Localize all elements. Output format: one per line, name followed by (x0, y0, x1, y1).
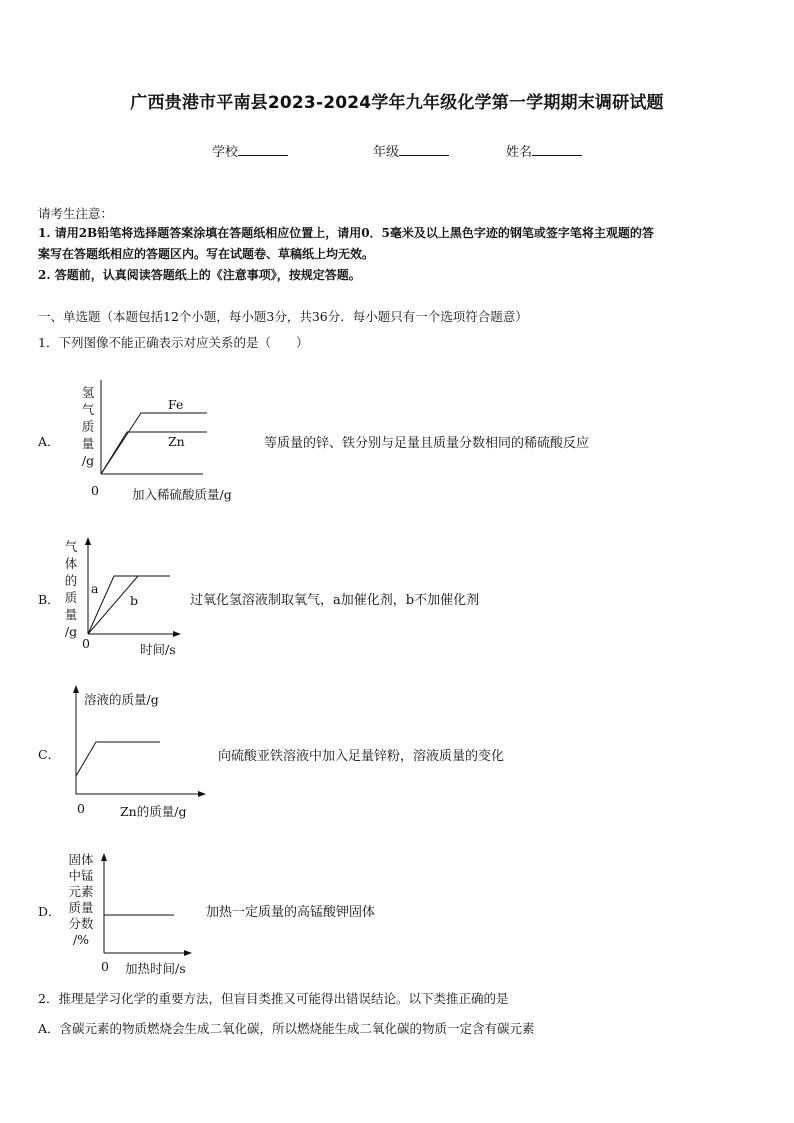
ylabel-char: 量 (64, 607, 78, 622)
x-axis-arrow (198, 791, 206, 797)
q2-option-a: A．含碳元素的物质燃烧会生成二氧化碳，所以燃烧能生成二氧化碳的物质一定含有碳元素 (38, 1021, 535, 1036)
grade-field (373, 141, 449, 160)
ylabel-char: 体 (64, 556, 78, 571)
school-blank (238, 143, 288, 156)
q1-option-d-ylabel (62, 852, 100, 948)
ylabel-char: 气 (64, 539, 78, 554)
ylabel-char: 的 (64, 573, 78, 588)
q2-stem: 2．推理是学习化学的重要方法，但盲目类推又可能得出错误结论。以下类推正确的是 (38, 991, 509, 1006)
page-title: 广西贵港市平南县2023-2024学年九年级化学第一学期期末调研试题 (130, 93, 664, 113)
q1-option-d-letter: D． (38, 904, 61, 919)
q1-option-a-origin: 0 (91, 483, 99, 498)
y-axis-arrow (85, 537, 91, 545)
zn-line (101, 432, 207, 474)
x-axis-arrow (173, 631, 181, 637)
ylabel-char: /g (64, 624, 78, 639)
a-line (88, 576, 170, 634)
fe-line (101, 413, 207, 474)
ylabel-char: /g (81, 453, 95, 468)
q1-option-c-ylabel: 溶液的质量/g (84, 692, 159, 707)
grade-label: 年级 (373, 145, 400, 160)
q1-option-c-origin: 0 (77, 801, 85, 816)
ylabel-line: 分数 (68, 916, 94, 931)
q1-option-b-letter: B． (38, 592, 60, 607)
notice-line-2: 案写在答题纸相应的答题区内。写在试题卷、草稿纸上均无效。 (38, 247, 375, 261)
q1-option-b-b-label: b (130, 593, 139, 608)
q1-option-d-desc: 加热一定质量的高锰酸钾固体 (206, 905, 376, 920)
grade-blank (399, 143, 449, 156)
q1-option-a-fe-label: Fe (168, 397, 184, 412)
q1-option-b-xlabel: 时间/s (140, 642, 176, 657)
y-axis-arrow (73, 685, 79, 693)
ylabel-line: /% (72, 932, 90, 947)
ylabel-char: 气 (81, 402, 95, 417)
name-field (506, 141, 582, 160)
q1-option-c-xlabel: Zn的质量/g (120, 804, 187, 819)
q1-option-b-ylabel (61, 538, 81, 640)
section-heading: 一、单选题（本题包括12个小题，每小题3分，共36分．每小题只有一个选项符合题意） (38, 309, 528, 324)
name-label: 姓名 (506, 145, 533, 160)
x-axis-arrow (184, 950, 192, 956)
q1-option-b-desc: 过氧化氢溶液制取氧气，a加催化剂，b不加催化剂 (190, 593, 480, 608)
q1-option-b-a-label: a (91, 581, 99, 596)
q1-option-d-graph (98, 852, 198, 958)
q1-option-c-letter: C． (38, 747, 61, 762)
ylabel-char: 质 (64, 590, 78, 605)
school-field (212, 141, 288, 160)
q1-option-a-xlabel: 加入稀硫酸质量/g (132, 487, 232, 502)
q1-option-a-letter: A． (38, 434, 60, 449)
mass-line (76, 742, 160, 776)
school-label: 学校 (212, 145, 239, 160)
ylabel-char: 量 (81, 436, 95, 451)
q1-option-d-xlabel: 加热时间/s (125, 961, 186, 976)
ylabel-line: 元素 (68, 884, 94, 899)
q1-option-c-desc: 向硫酸亚铁溶液中加入足量锌粉，溶液质量的变化 (218, 749, 505, 764)
q1-option-d-origin: 0 (101, 959, 109, 974)
q1-stem: 1．下列图像不能正确表示对应关系的是（ ） (38, 335, 309, 350)
notice-line-3: 2. 答题前，认真阅读答题纸上的《注意事项》，按规定答题。 (38, 268, 361, 282)
ylabel-line: 质量 (68, 900, 94, 915)
notice-heading: 请考生注意： (38, 206, 114, 221)
q1-option-a-zn-label: Zn (168, 434, 185, 449)
ylabel-line: 固体 (68, 852, 94, 867)
y-axis-arrow (101, 853, 107, 861)
q1-option-c-graph (70, 684, 210, 799)
q1-option-b-origin: 0 (82, 636, 90, 651)
name-blank (532, 143, 582, 156)
ylabel-char: 氢 (81, 385, 95, 400)
ylabel-char: 质 (81, 419, 95, 434)
notice-line-1: 1. 请用2B铅笔将选择题答案涂填在答题纸相应位置上，请用0．5毫米及以上黑色字迹的钢笔或签字笔将主观题的答 (38, 226, 654, 240)
q1-option-b-graph (84, 536, 184, 640)
q1-option-a-desc: 等质量的锌、铁分别与足量且质量分数相同的稀硫酸反应 (264, 436, 590, 451)
ylabel-line: 中锰 (68, 868, 94, 883)
